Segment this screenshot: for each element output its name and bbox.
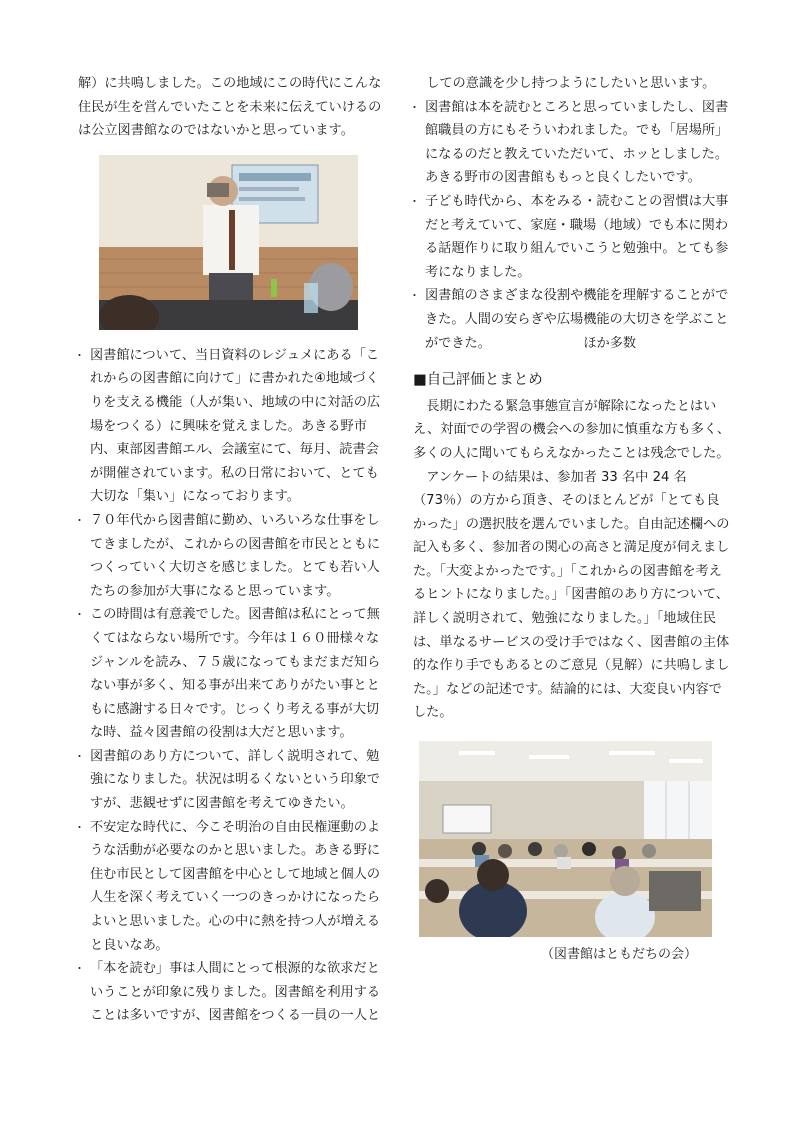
continuation-text: しての意識を少し持つようにしたいと思います。: [426, 76, 716, 91]
meeting-room-photo: [419, 741, 712, 937]
left-bullet-1: ・ 図書館について、当日資料のレジュメにある「これからの図書館に向けて」に書かれた④地域づくりを支える機能（人が集い、地域の中に対話の広場をつくる）に興味を覚えました。あきる野市内、東部図書館エル、会議室にて、毎月、読書会が開催されています。私の日常において、とても大切な「集い」になっております。: [78, 344, 388, 509]
right-bullet-3: [413, 284, 731, 355]
left-column: [78, 72, 388, 1028]
speaker-photo: [99, 155, 358, 330]
section-heading: ■自己評価とまとめ: [413, 372, 543, 389]
right-column: [413, 72, 731, 967]
right-bullet-3-text: 図書館のさまざまな役割や機能を理解することができた。人間の安らぎや広場機能の大切さを学ぶことができた。: [425, 288, 729, 351]
summary-paragraph-1: 長期にわたる緊急事態宣言が解除になったとはいえ、対面での学習の機会への参加に慎重な方も多く、多くの人に聞いてもらえなかったことは残念でした。: [413, 398, 731, 461]
summary-paragraph-2: アンケートの結果は、参加者 33 名中 24 名（73％）の方から頂き、そのほとんどが「とても良かった」の選択肢を選んでいました。自由記述欄への記入も多く、参加者の関心の高さと満足度が伺えました。「大変よかったです。」「これからの図書館を考えるヒントになりました。」「図書館のあり方について、詳しく説明されて、勉強になりました。」「地域住民は、単なるサービスの受け手ではなく、図書館の主体的な作り手でもあるとのご意見（見解）に共鳴しました。」などの記述です。結論的には、大変良い内容でした。: [413, 469, 730, 721]
left-bullet-2: ・ ７０年代から図書館に勤め、いろいろな仕事をしてきましたが、これからの図書館を市民とともにつくっていく大切さを感じました。とても若い人たちの参加が大事になると思っています。: [78, 509, 388, 603]
right-bullet-2: ・ 子ども時代から、本をみる・読むことの習慣は大事だと考えていて、家庭・職場（地域）でも本に関わる話題作りに取り組んでいこうと勉強中。とても参考になりました。: [413, 190, 731, 284]
left-bullet-6: ・ 「本を読む」事は人間にとって根源的な欲求だということが印象に残りました。図書館を利用することは多いですが、図書館をつくる一員の一人と: [78, 957, 388, 1028]
photo-caption: （図書館はともだちの会）: [540, 947, 697, 963]
intro-paragraph: 解）に共鳴しました。この地域にこの時代にこんな住民が生を営んでいたことを未来に伝えていけるのは公立図書館なのではないかと思っています。: [78, 76, 382, 139]
left-bullet-4: ・ 図書館のあり方について、詳しく説明されて、勉強になりました。状況は明るくないという印象ですが、悲観せずに図書館を考えてゆきたい。: [78, 745, 388, 816]
others-note: ほか多数: [583, 335, 637, 351]
left-bullet-5: ・ 不安定な時代に、今こそ明治の自由民権運動のような活動が必要なのかと思いました。あきる野に住む市民として図書館を中心として地域と個人の人生を深く考えていく一つのきっかけになったらよいと思いました。心の中に熱を持つ人が増えると良いなあ。: [78, 816, 388, 958]
right-bullet-1: ・ 図書館は本を読むところと思っていましたし、図書館職員の方にもそういわれました。でも「居場所」になるのだと教えていただいて、ホッとしました。あきる野市の図書館ももっと良くしたいです。: [413, 96, 731, 190]
left-bullet-3: ・ この時間は有意義でした。図書館は私にとって無くてはならない場所です。今年は１６０冊様々なジャンルを読み、７５歳になってもまだまだ知らない事が多く、知る事が出来てありがたい事とともに感謝する日々です。じっくり考える事が大切な時、益々図書館の役割は大だと思います。: [78, 603, 388, 745]
